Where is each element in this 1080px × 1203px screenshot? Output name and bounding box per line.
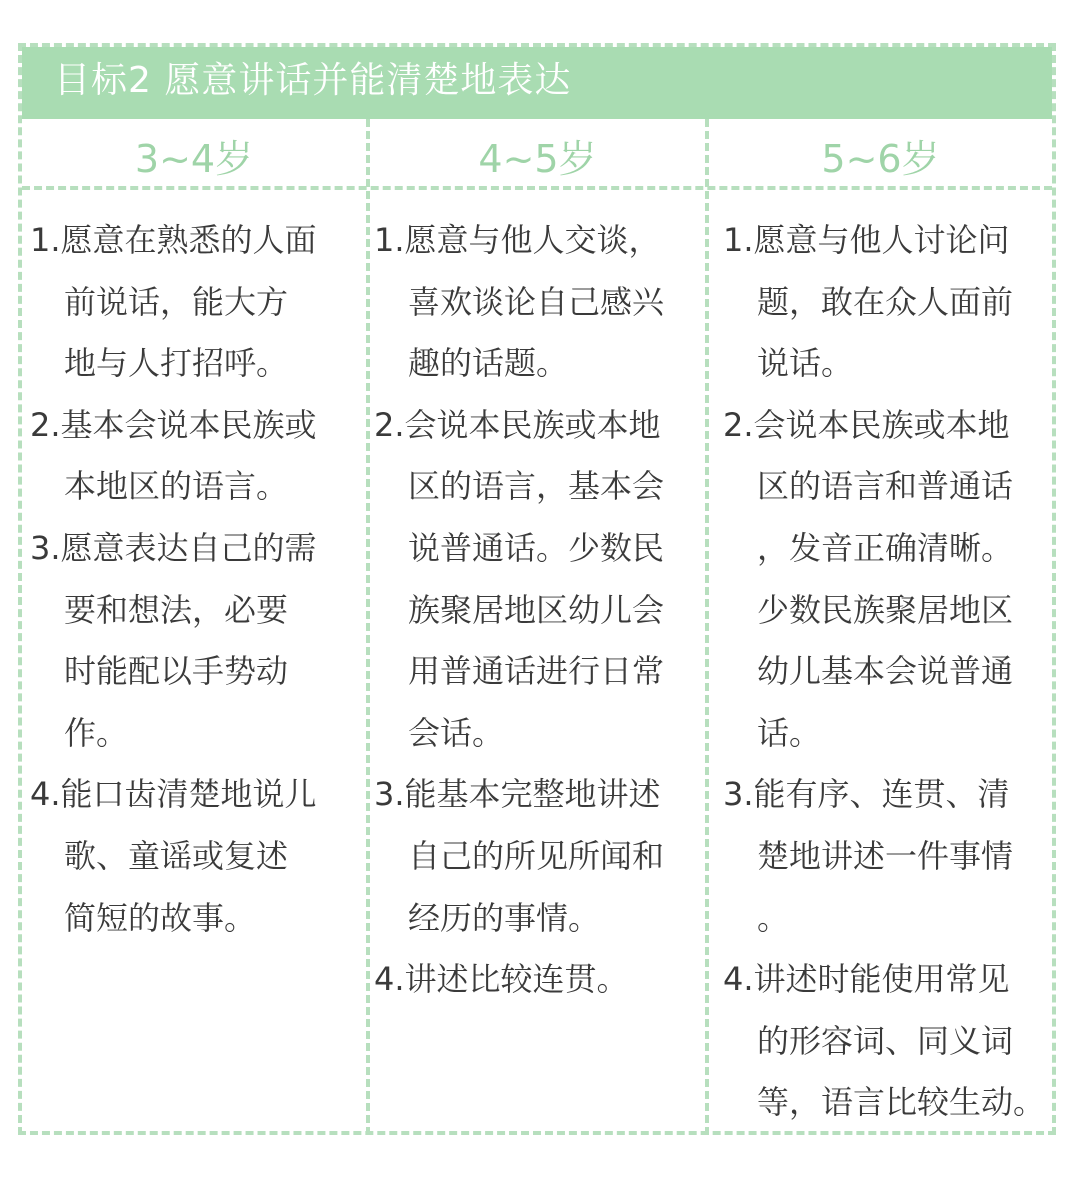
list-item: 2.会说本民族或本地 区的语言，基本会 说普通话。少数民 族聚居地区幼儿会 用普通话进行日常 会话。 [374,405,665,752]
column-divider-2 [705,119,709,1135]
list-item: 1.愿意与他人讨论问 题，敢在众人面前 说话。 [723,221,1014,383]
page-title: 目标2 愿意讲话并能清楚地表达 [54,60,572,101]
title-bar [22,47,1052,119]
age-header-4-5: 4~5岁 [478,137,597,181]
age-header-3-4: 3~4岁 [134,137,254,181]
list-item: 1.愿意与他人交谈， 喜欢谈论自己感兴 趣的话题。 [374,221,665,383]
list-item: 2.基本会说本民族或 本地区的语言。 [30,405,317,506]
list-item: 3.愿意表达自己的需 要和想法，必要 时能配以手势动 作。 [30,528,317,752]
list-item: 3.能基本完整地讲述 自己的所见所闻和 经历的事情。 [374,775,665,937]
column-4-5 [374,210,702,1011]
column-5-6 [723,210,1056,1134]
column-3-4 [30,210,364,949]
goal-table [18,43,1056,1135]
list-item: 4.讲述比较连贯。 [374,960,629,999]
list-item: 4.能口齿清楚地说儿 歌、童谣或复述 简短的故事。 [30,775,317,937]
column-divider-1 [366,119,370,1135]
age-header-5-6: 5~6岁 [821,137,940,181]
list-item: 4.讲述时能使用常见 的形容词、同义词 等，语言比较生动。 [723,960,1046,1122]
list-item: 1.愿意在熟悉的人面 前说话，能大方 地与人打招呼。 [30,221,317,383]
list-item: 2.会说本民族或本地 区的语言和普通话 ，发音正确清晰。 少数民族聚居地区 幼儿基本会说普通 话。 [723,405,1014,752]
list-item: 3.能有序、连贯、清 楚地讲述一件事情 。 [723,775,1014,937]
